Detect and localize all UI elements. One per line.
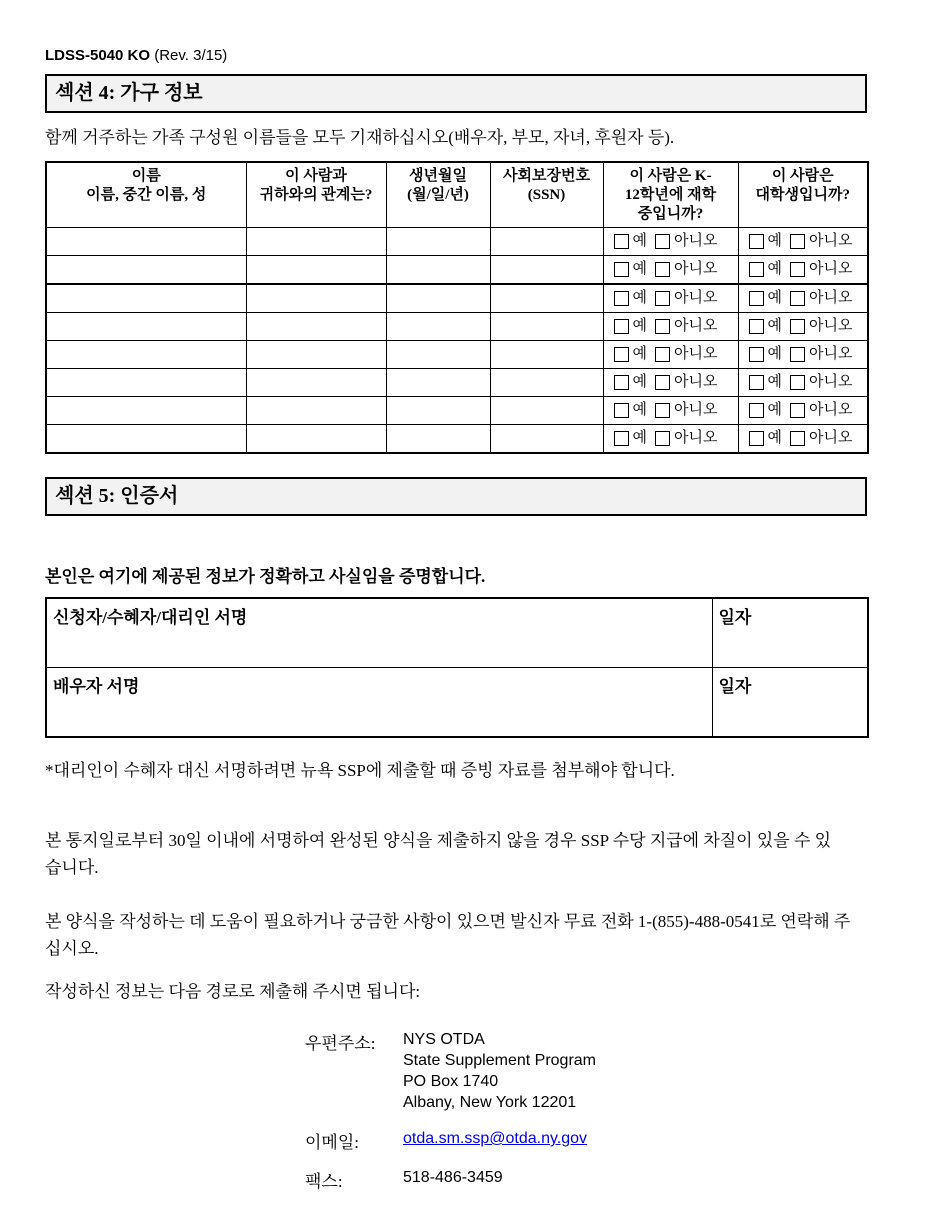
contact-block (45, 1029, 867, 1192)
checkbox-no[interactable] (790, 234, 805, 249)
col-header-relationship: 이 사람과 귀하와의 관계는? (246, 162, 386, 228)
checkbox-yes[interactable] (614, 291, 629, 306)
relationship-cell[interactable] (246, 341, 386, 369)
checkbox-yes[interactable] (749, 347, 764, 362)
checkbox-yes-label: 예 (632, 374, 647, 390)
k12-cell (603, 397, 738, 425)
checkbox-yes[interactable] (749, 291, 764, 306)
college-choice (744, 397, 868, 424)
mail-line: State Supplement Program (403, 1052, 596, 1069)
college-choice (744, 369, 868, 396)
college-cell (738, 256, 868, 285)
checkbox-yes-label: 예 (767, 402, 782, 418)
household-row (46, 228, 868, 256)
checkbox-yes[interactable] (614, 347, 629, 362)
ssn-cell[interactable] (490, 284, 603, 313)
checkbox-no[interactable] (655, 403, 670, 418)
checkbox-yes-label: 예 (767, 346, 782, 362)
college-choice (744, 425, 868, 452)
checkbox-no-label: 아니오 (809, 402, 853, 418)
name-cell[interactable] (46, 228, 246, 256)
checkbox-yes[interactable] (749, 234, 764, 249)
fax-row (305, 1167, 867, 1192)
section5-header: 섹션 5: 인증서 (45, 477, 867, 516)
ssn-cell[interactable] (490, 228, 603, 256)
email-row (305, 1128, 867, 1153)
dob-cell[interactable] (386, 341, 490, 369)
dob-cell[interactable] (386, 397, 490, 425)
checkbox-yes-label: 예 (632, 402, 647, 418)
college-cell (738, 313, 868, 341)
mail-address (403, 1029, 596, 1113)
household-row (46, 256, 868, 285)
help-paragraph: 본 양식을 작성하는 데 도움이 필요하거나 궁금한 사항이 있으면 발신자 무료 전화 1-(855)-488-0541로 연락해 주십시오. (45, 912, 851, 958)
checkbox-no[interactable] (655, 319, 670, 334)
college-cell (738, 341, 868, 369)
fax-number: 518-486-3459 (403, 1169, 503, 1186)
relationship-cell[interactable] (246, 284, 386, 313)
checkbox-no[interactable] (790, 375, 805, 390)
checkbox-yes-label: 예 (632, 233, 647, 249)
spouse-signature-cell[interactable]: 배우자 서명 (46, 668, 712, 738)
signature-row-spouse (46, 668, 868, 738)
checkbox-no[interactable] (790, 319, 805, 334)
checkbox-no[interactable] (790, 431, 805, 446)
ssn-cell[interactable] (490, 313, 603, 341)
checkbox-yes-label: 예 (767, 430, 782, 446)
checkbox-no[interactable] (790, 403, 805, 418)
k12-choice (609, 341, 738, 368)
checkbox-no[interactable] (655, 375, 670, 390)
checkbox-no-label: 아니오 (674, 402, 718, 418)
email-label: 이메일: (305, 1133, 359, 1152)
checkbox-yes[interactable] (614, 403, 629, 418)
certification-statement: 본인은 여기에 제공된 정보가 정확하고 사실임을 증명합니다. (45, 567, 486, 586)
k12-choice (609, 285, 738, 312)
checkbox-yes-label: 예 (632, 430, 647, 446)
college-choice (744, 228, 868, 255)
k12-cell (603, 313, 738, 341)
k12-cell (603, 425, 738, 454)
col-header-college: 이 사람은 대학생입니까? (738, 162, 868, 228)
col-header-dob: 생년월일 (월/일/년) (386, 162, 490, 228)
checkbox-no-label: 아니오 (809, 261, 853, 277)
relationship-cell[interactable] (246, 425, 386, 454)
household-row (46, 397, 868, 425)
name-cell[interactable] (46, 341, 246, 369)
mail-line: NYS OTDA (403, 1031, 485, 1048)
relationship-cell[interactable] (246, 256, 386, 285)
checkbox-no-label: 아니오 (809, 430, 853, 446)
household-row (46, 284, 868, 313)
household-table (45, 161, 869, 454)
col-header-k12: 이 사람은 K- 12학년에 재학 중입니까? (603, 162, 738, 228)
checkbox-yes[interactable] (614, 319, 629, 334)
household-table-body (46, 228, 868, 454)
dob-cell[interactable] (386, 228, 490, 256)
k12-cell (603, 284, 738, 313)
submit-intro: 작성하신 정보는 다음 경로로 제출해 주시면 됩니다: (45, 982, 421, 1001)
doc-revision: (Rev. 3/15) (154, 47, 228, 64)
college-cell (738, 397, 868, 425)
ssn-cell[interactable] (490, 256, 603, 285)
checkbox-no-label: 아니오 (809, 346, 853, 362)
checkbox-no[interactable] (790, 262, 805, 277)
col-header-ssn: 사회보장번호 (SSN) (490, 162, 603, 228)
checkbox-yes-label: 예 (632, 346, 647, 362)
k12-cell (603, 369, 738, 397)
checkbox-no-label: 아니오 (674, 430, 718, 446)
checkbox-yes-label: 예 (767, 374, 782, 390)
relationship-cell[interactable] (246, 369, 386, 397)
checkbox-yes[interactable] (749, 375, 764, 390)
doc-number: LDSS-5040 KO (45, 47, 151, 64)
college-choice (744, 341, 868, 368)
checkbox-no-label: 아니오 (674, 233, 718, 249)
ssn-cell[interactable] (490, 397, 603, 425)
applicant-date-cell[interactable]: 일자 (712, 598, 868, 668)
dob-cell[interactable] (386, 284, 490, 313)
checkbox-no-label: 아니오 (809, 374, 853, 390)
checkbox-yes-label: 예 (767, 261, 782, 277)
college-choice (744, 285, 868, 312)
college-cell (738, 369, 868, 397)
household-table-head (46, 162, 868, 228)
ssn-cell[interactable] (490, 369, 603, 397)
k12-choice (609, 228, 738, 255)
mail-label: 우편주소: (305, 1034, 376, 1053)
college-cell (738, 284, 868, 313)
relationship-cell[interactable] (246, 313, 386, 341)
household-row (46, 369, 868, 397)
col-header-name: 이름 이름, 중간 이름, 성 (46, 162, 246, 228)
checkbox-no[interactable] (790, 347, 805, 362)
signature-row-applicant (46, 598, 868, 668)
college-cell (738, 228, 868, 256)
college-choice (744, 256, 868, 283)
checkbox-yes[interactable] (614, 234, 629, 249)
name-cell[interactable] (46, 369, 246, 397)
k12-choice (609, 397, 738, 424)
deadline-paragraph: 본 통지일로부터 30일 이내에 서명하여 완성된 양식을 제출하지 않을 경우 SSP 수당 지급에 차질이 있을 수 있습니다. (45, 831, 832, 877)
checkbox-no[interactable] (655, 234, 670, 249)
name-cell[interactable] (46, 284, 246, 313)
mail-line: PO Box 1740 (403, 1073, 499, 1090)
name-cell[interactable] (46, 425, 246, 454)
checkbox-no[interactable] (655, 347, 670, 362)
checkbox-no-label: 아니오 (809, 290, 853, 306)
dob-cell[interactable] (386, 369, 490, 397)
representative-note: *대리인이 수혜자 대신 서명하려면 뉴욕 SSP에 제출할 때 증빙 자료를 첨부해야 합니다. (45, 761, 675, 780)
k12-choice (609, 425, 738, 452)
ssn-cell[interactable] (490, 425, 603, 454)
checkbox-no-label: 아니오 (674, 290, 718, 306)
fax-label: 팩스: (305, 1172, 343, 1191)
college-choice (744, 313, 868, 340)
checkbox-yes[interactable] (749, 431, 764, 446)
checkbox-yes-label: 예 (632, 261, 647, 277)
dob-cell[interactable] (386, 313, 490, 341)
section4-intro: 함께 거주하는 가족 구성원 이름들을 모두 기재하십시오(배우자, 부모, 자녀, 후원자 등). (45, 128, 675, 147)
section4-header: 섹션 4: 가구 정보 (45, 74, 867, 113)
k12-cell (603, 341, 738, 369)
checkbox-no-label: 아니오 (674, 318, 718, 334)
k12-cell (603, 256, 738, 285)
k12-cell (603, 228, 738, 256)
college-cell (738, 425, 868, 454)
name-cell[interactable] (46, 256, 246, 285)
name-cell[interactable] (46, 397, 246, 425)
mail-row (305, 1029, 867, 1113)
checkbox-yes-label: 예 (632, 318, 647, 334)
email-link[interactable]: otda.sm.ssp@otda.ny.gov (403, 1130, 588, 1147)
checkbox-yes[interactable] (749, 403, 764, 418)
applicant-signature-cell[interactable]: 신청자/수혜자/대리인 서명 (46, 598, 712, 668)
household-row (46, 425, 868, 454)
checkbox-no-label: 아니오 (674, 374, 718, 390)
dob-cell[interactable] (386, 425, 490, 454)
doc-id-line (45, 47, 867, 64)
signature-table (45, 597, 869, 738)
k12-choice (609, 313, 738, 340)
checkbox-no[interactable] (655, 262, 670, 277)
relationship-cell[interactable] (246, 397, 386, 425)
ssn-cell[interactable] (490, 341, 603, 369)
k12-choice (609, 256, 738, 283)
relationship-cell[interactable] (246, 228, 386, 256)
checkbox-yes-label: 예 (767, 290, 782, 306)
checkbox-yes[interactable] (614, 375, 629, 390)
checkbox-yes[interactable] (614, 262, 629, 277)
checkbox-yes-label: 예 (767, 233, 782, 249)
checkbox-yes[interactable] (749, 262, 764, 277)
checkbox-no[interactable] (790, 291, 805, 306)
checkbox-no-label: 아니오 (674, 346, 718, 362)
household-row (46, 341, 868, 369)
checkbox-no-label: 아니오 (809, 233, 853, 249)
checkbox-yes[interactable] (614, 431, 629, 446)
checkbox-no-label: 아니오 (809, 318, 853, 334)
checkbox-yes-label: 예 (632, 290, 647, 306)
checkbox-no[interactable] (655, 431, 670, 446)
household-row (46, 313, 868, 341)
k12-choice (609, 369, 738, 396)
household-header-row (46, 162, 868, 228)
name-cell[interactable] (46, 313, 246, 341)
checkbox-no-label: 아니오 (674, 261, 718, 277)
mail-line: Albany, New York 12201 (403, 1094, 577, 1111)
checkbox-yes-label: 예 (767, 318, 782, 334)
checkbox-no[interactable] (655, 291, 670, 306)
spouse-date-cell[interactable]: 일자 (712, 668, 868, 738)
checkbox-yes[interactable] (749, 319, 764, 334)
dob-cell[interactable] (386, 256, 490, 285)
